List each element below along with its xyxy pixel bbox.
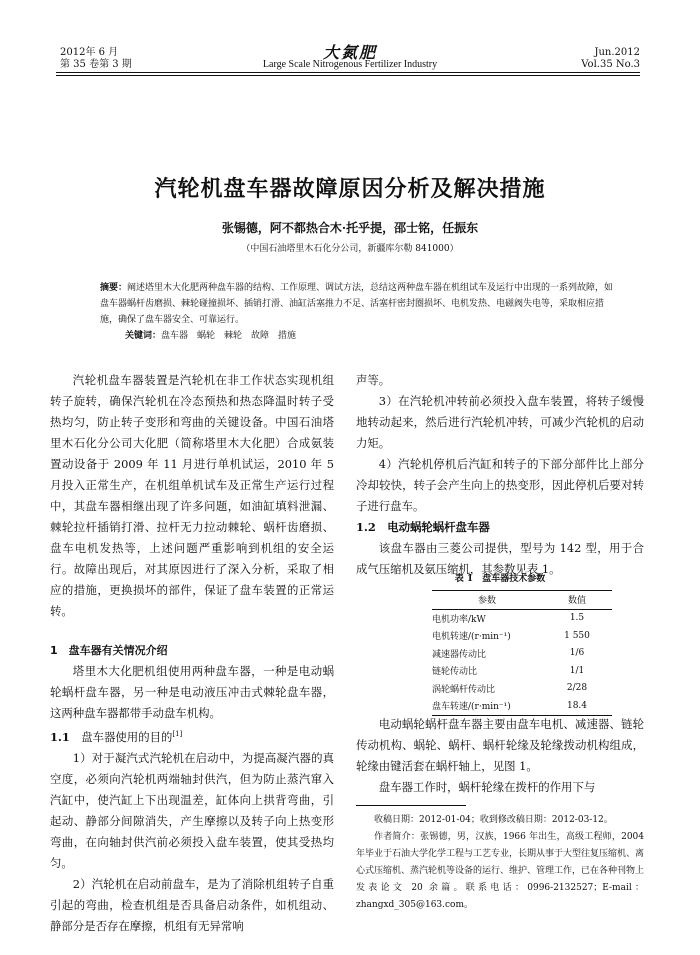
received-date: 收稿日期：2012-01-04；收到修改稿日期：2012-03-12。 (374, 815, 613, 825)
table-cell: 1/1 (569, 665, 585, 676)
right-column (356, 370, 644, 580)
table-header-value: 数值 (567, 596, 586, 607)
table-header-param: 参数 (477, 596, 496, 607)
section-1-heading: 1 盘车器有关情况介绍 (50, 644, 168, 657)
right-column-lower (356, 714, 644, 798)
purpose-item-1: 1）对于凝汽式汽轮机在启动中，为提高凝汽器的真空度，必须向汽轮机两端轴封供汽，但为防止蒸汽窜入汽缸中，使汽缸上下出现温差，缸体向上拱背弯曲，引起动、静部分间隙消失，产生摩擦以及转子向上热变形弯曲，在向轴封供汽前必须投入盘车装置，使其受热均匀。 (50, 750, 334, 870)
table-row (432, 662, 612, 680)
table-header-row (432, 591, 612, 610)
table-cell: 链轮传动比 (432, 667, 478, 678)
table-row (432, 645, 612, 663)
journal-logo: 大氮肥 (322, 43, 377, 62)
authors: 张锡德，阿不都热合木·托乎提，邵士铭，任振东 (221, 221, 479, 235)
operation-paragraph: 盘车器工作时，蜗杆轮缘在拨杆的作用下与 (378, 780, 596, 794)
table-cell: 减速器传动比 (432, 649, 487, 660)
table-cell: 1 550 (564, 630, 590, 641)
table-row (432, 627, 612, 645)
table-cell: 盘车转速/(r·min⁻¹) (432, 702, 511, 713)
journal-name-en: Large Scale Nitrogenous Fertilizer Industry (262, 59, 438, 70)
table-caption: 表 1 盘车器技术参数 (454, 574, 546, 584)
keywords (125, 328, 296, 341)
citation-ref: [1] (172, 730, 183, 738)
affiliation: （中国石油塔里木石化分公司，新疆库尔勒 841000） (241, 244, 459, 254)
subsection-1-2-heading: 1.2 电动蜗轮蜗杆盘车器 (356, 520, 490, 534)
table-cell: 1/6 (569, 648, 585, 659)
footnote (356, 812, 644, 914)
abstract-text: 阐述塔里木大化肥两种盘车器的结构、工作原理、调试方法，总结这两种盘车器在机组试车及运行中出现的一系列故障，如盘车器蜗杆齿磨损、棘轮碰撞损坏、插销打滑、油缸活塞推力不足、活塞杆密封圈损坏、电机发热、电磁阀失电等，采取相应措施，确保了盘车器安全、可靠运行。 (100, 283, 614, 325)
subsection-1-2-paragraph: 该盘车器由三菱公司提供，型号为 142 型，用于合成气压缩机及氨压缩机，其参数见表 1。 (356, 541, 644, 576)
footnote-rule (356, 805, 466, 806)
purpose-item-3: 3）在汽轮机冲转前必须投入盘车装置，将转子缓慢地转动起来，然后进行汽轮机冲转，可减少汽轮机的启动力矩。 (356, 394, 644, 450)
subsection-1-1-heading (50, 724, 334, 748)
subsection-1-1-number: 1.1 (50, 729, 70, 744)
header-rule-2 (56, 75, 640, 76)
author-bio: 作者简介：张锡德，男，汉族，1966 年出生，高级工程师，2004 年毕业于石油大学化学工程与工艺专业，长期从事于大型往复压缩机、离心式压缩机、蒸汽轮机等设备的运行、维护、管理工作，已在各种刊物上发表论文 20 余篇。联系电话：0996-2132527；E-mail：zhangxd_305@163.com。 (356, 832, 645, 910)
table-cell: 电机转速/(r·min⁻¹) (432, 632, 511, 643)
table-cell: 电机功率/kW (432, 614, 486, 625)
keywords-label: 关键词： (125, 331, 162, 341)
table-cell: 1.5 (569, 613, 585, 624)
table-cell: 涡轮蜗杆传动比 (432, 684, 496, 695)
section-1-paragraph: 塔里木大化肥机组使用两种盘车器，一种是电动蜗轮蜗杆盘车器，另一种是电动液压冲击式棘轮盘车器，这两种盘车器都带手动盘车机构。 (50, 664, 334, 720)
abstract (100, 280, 620, 328)
keywords-text: 盘车器 蜗轮 棘轮 故障 措施 (161, 331, 297, 341)
issue-volume-en: Vol.35 No.3 (581, 59, 640, 70)
article-title: 汽轮机盘车器故障原因分析及解决措施 (154, 177, 546, 202)
table-row (432, 680, 612, 698)
table-row (432, 697, 612, 715)
table-cell: 2/28 (566, 683, 588, 694)
issue-date-en: Jun.2012 (594, 47, 640, 58)
purpose-item-2: 2）汽轮机在启动前盘车，是为了消除机组转子自重引起的弯曲，检查机组是否具备启动条件，如机组动、静部分是否存在摩擦，机组有无异常响 (50, 876, 334, 933)
subsection-1-1-title: 盘车器使用的目的 (81, 729, 173, 744)
parameter-table (432, 590, 612, 716)
continued-text: 声等。 (356, 373, 391, 387)
header-rule (56, 72, 640, 73)
structure-paragraph: 电动蜗轮蜗杆盘车器主要由盘车电机、减速器、链轮传动机构、蜗轮、蜗杆、蜗杆轮缘及轮缘拨动机构组成，轮缘由键活套在蜗杆轴上，见图 1。 (356, 717, 644, 773)
purpose-item-4: 4）汽轮机停机后汽缸和转子的下部分部件比上部分冷却较快，转子会产生向上的热变形，因此停机后要对转子进行盘车。 (356, 457, 644, 513)
abstract-label: 摘要： (100, 283, 128, 293)
table-cell: 18.4 (566, 700, 588, 711)
table-row (432, 609, 612, 627)
issue-volume-cn: 第 35 卷第 3 期 (60, 59, 132, 70)
left-column (50, 370, 334, 937)
issue-date-cn: 2012年 6 月 (60, 47, 119, 58)
intro-paragraph: 汽轮机盘车器装置是汽轮机在非工作状态实现机组转子旋转，确保汽轮机在冷态预热和热态降温时转子受热均匀，防止转子变形和弯曲的关键设备。中国石油塔里木石化分公司大化肥（简称塔里木大化肥）合成氨装置动设备于 2009 年 11 月进行单机试运，2010 年 5 月投入正常生产，在机组单机试车及正常生产运行过程中，其盘车器相继出现了许多问题，如油缸填料泄漏、棘轮拉杆插销打滑、拉杆无力拉动棘轮、蜗杆齿磨损、盘车电机发热等，上述问题严重影响到机组的安全运行。故障出现后，对其原因进行了深入分析，采取了相应的措施，更换损坏的部件，保证了盘车装置的正常运转。 (50, 373, 334, 618)
